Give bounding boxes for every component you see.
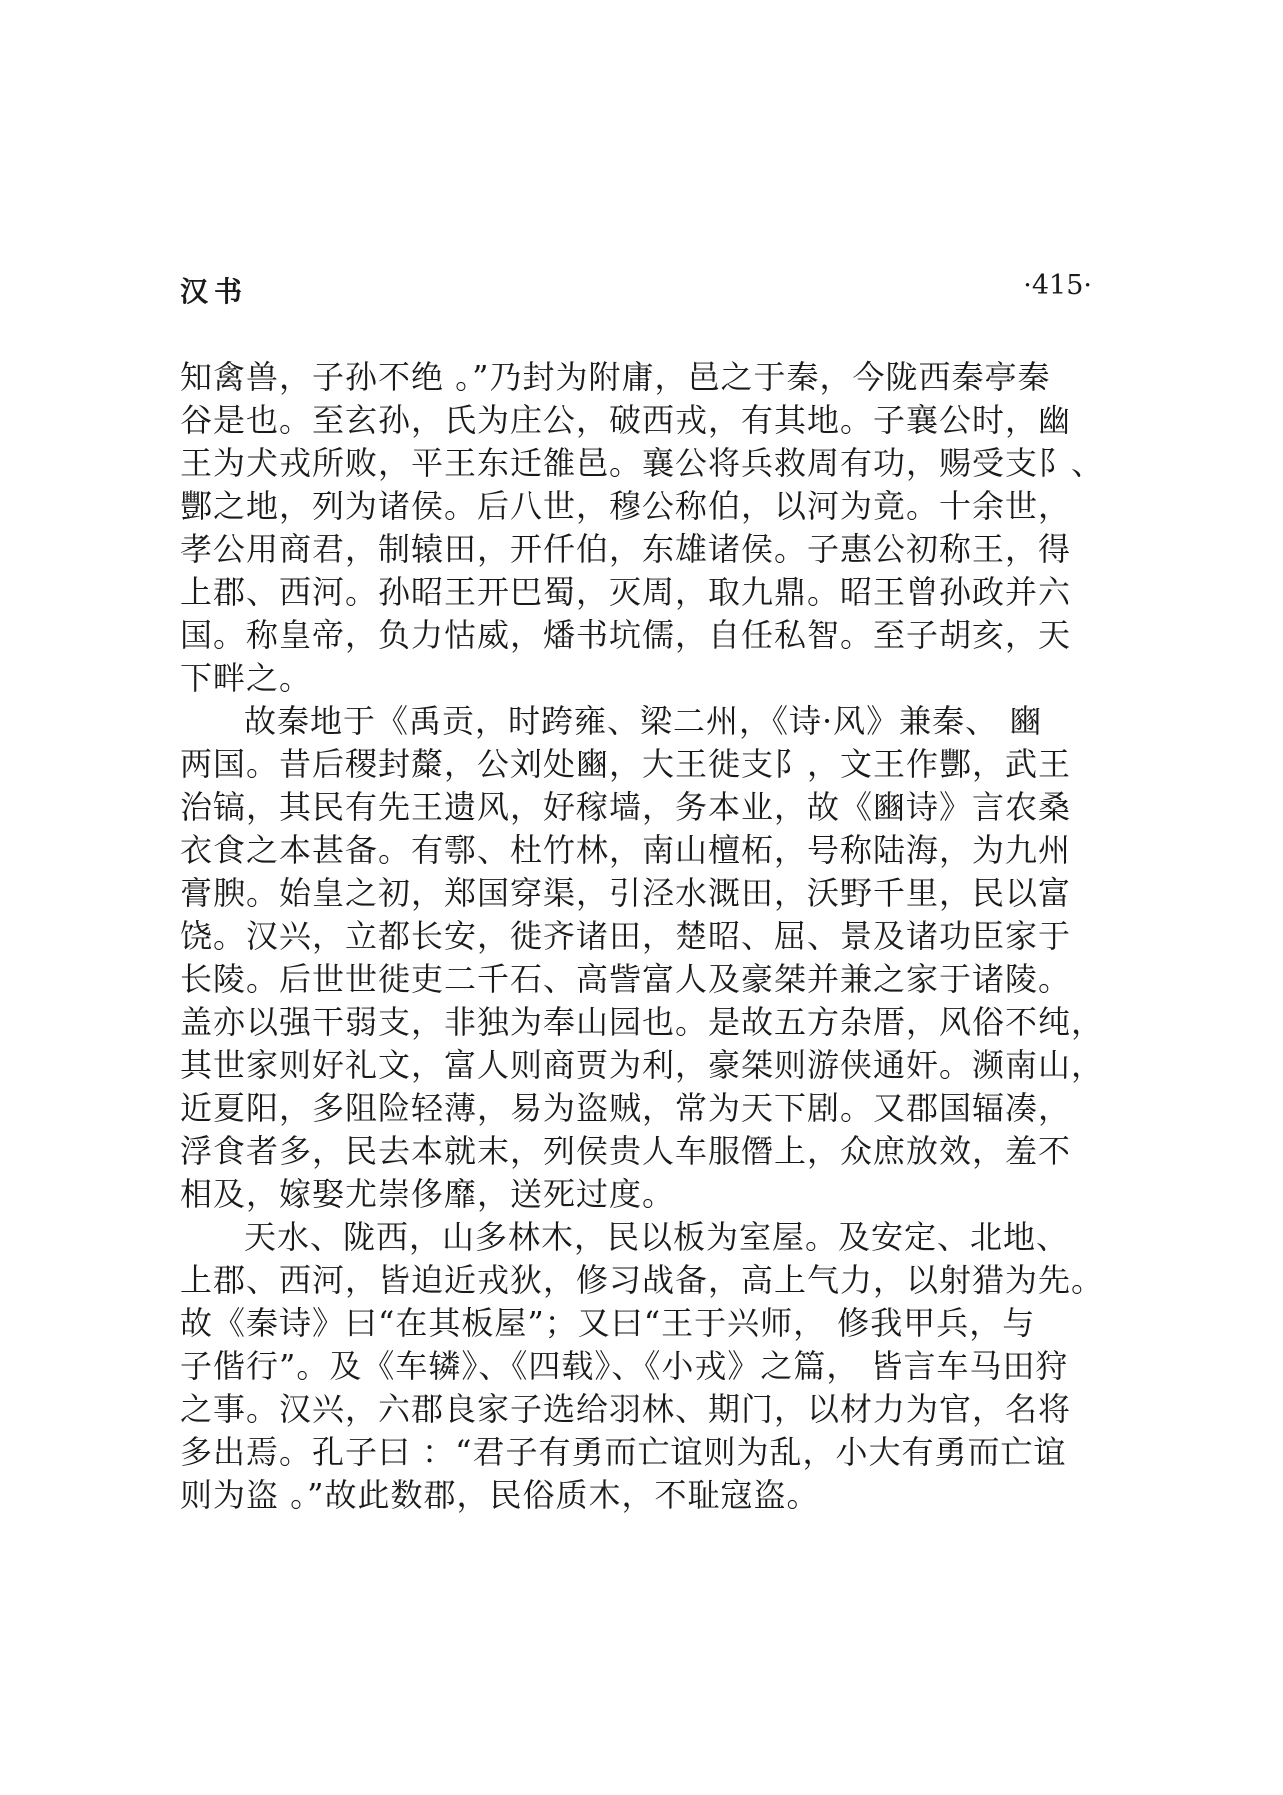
text-line: 相及，嫁娶尤崇侈靡，送死过度。 (180, 1175, 676, 1213)
text-line: 知禽兽，子孙不绝 。”乃封为附庸，邑之于秦，今陇西秦亭秦 (180, 358, 1051, 396)
page-number: ·415· (1023, 270, 1092, 301)
text-line: 膏腴。始皇之初，郑国穿渠，引泾水溉田，沃野千里，民以富 (180, 874, 1072, 912)
text-line: 其世家则好礼文，富人则商贾为利，豪桀则游侠通奸。濒南山， (180, 1046, 1105, 1084)
text-line: 谷是也。至玄孙，氏为庄公，破西戎，有其地。子襄公时，幽 (180, 401, 1072, 439)
text-line: 浮食者多，民去本就末，列侯贵人车服僭上，众庶放效，羞不 (180, 1132, 1072, 1170)
text-line: 衣食之本甚备。有鄠、杜竹林，南山檀柘，号称陆海，为九州 (180, 831, 1072, 869)
text-line: 则为盗 。”故此数郡，民俗质木，不耻寇盗。 (180, 1476, 820, 1514)
text-line: 两国。昔后稷封斄，公刘处豳，大王徙支阝，文王作酆，武王 (180, 745, 1072, 783)
book-title: 汉书 (180, 275, 249, 308)
body-text (180, 356, 1105, 1517)
text-line: 下畔之。 (180, 659, 313, 697)
text-line: 王为犬戎所败，平王东迁雒邑。襄公将兵救周有功，赐受支阝、 (180, 444, 1105, 482)
text-line: 酆之地，列为诸侯。后八世，穆公称伯，以河为竟。十余世， (180, 487, 1072, 525)
text-line: 孝公用商君，制辕田，开仟伯，东雄诸侯。子惠公初称王，得 (180, 530, 1072, 568)
text-line: 上郡、西河，皆迫近戎狄，修习战备，高上气力，以射猎为先。 (180, 1261, 1105, 1299)
text-line: 故秦地于《禹贡，时跨雍、梁二州，《诗·风》兼秦、 豳 (244, 702, 1043, 740)
text-line: 多出焉。孔子曰 ：“君子有勇而亡谊则为乱，小大有勇而亡谊 (180, 1433, 1067, 1471)
running-header (180, 270, 1092, 310)
text-line: 长陵。后世世徙吏二千石、高訾富人及豪桀并兼之家于诸陵。 (180, 960, 1072, 998)
text-line: 天水、陇西，山多林木，民以板为室屋。及安定、北地、 (244, 1218, 1070, 1256)
text-line: 国。称皇帝，负力怙威，燔书坑儒，自任私智。至子胡亥，天 (180, 616, 1072, 654)
text-line: 近夏阳，多阻险轻薄，易为盗贼，常为天下剧。又郡国辐凑， (180, 1089, 1072, 1127)
text-line: 之事。汉兴，六郡良家子选给羽林、期门，以材力为官，名将 (180, 1390, 1072, 1428)
text-line: 子偕行”。及《车辚》、《四载》、《小戎》之篇， 皆言车马田狩 (180, 1347, 1069, 1385)
text-line: 上郡、西河。孙昭王开巴蜀，灭周，取九鼎。昭王曾孙政并六 (180, 573, 1072, 611)
text-line: 盖亦以强干弱支，非独为奉山园也。是故五方杂厝，风俗不纯， (180, 1003, 1105, 1041)
text-line: 故《秦诗》曰“在其板屋”；又曰“王于兴师， 修我甲兵，与 (180, 1304, 1036, 1342)
text-line: 饶。汉兴，立都长安，徙齐诸田，楚昭、屈、景及诸功臣家于 (180, 917, 1072, 955)
text-line: 治镐，其民有先王遗风，好稼墙，务本业，故《豳诗》言农桑 (180, 788, 1072, 826)
